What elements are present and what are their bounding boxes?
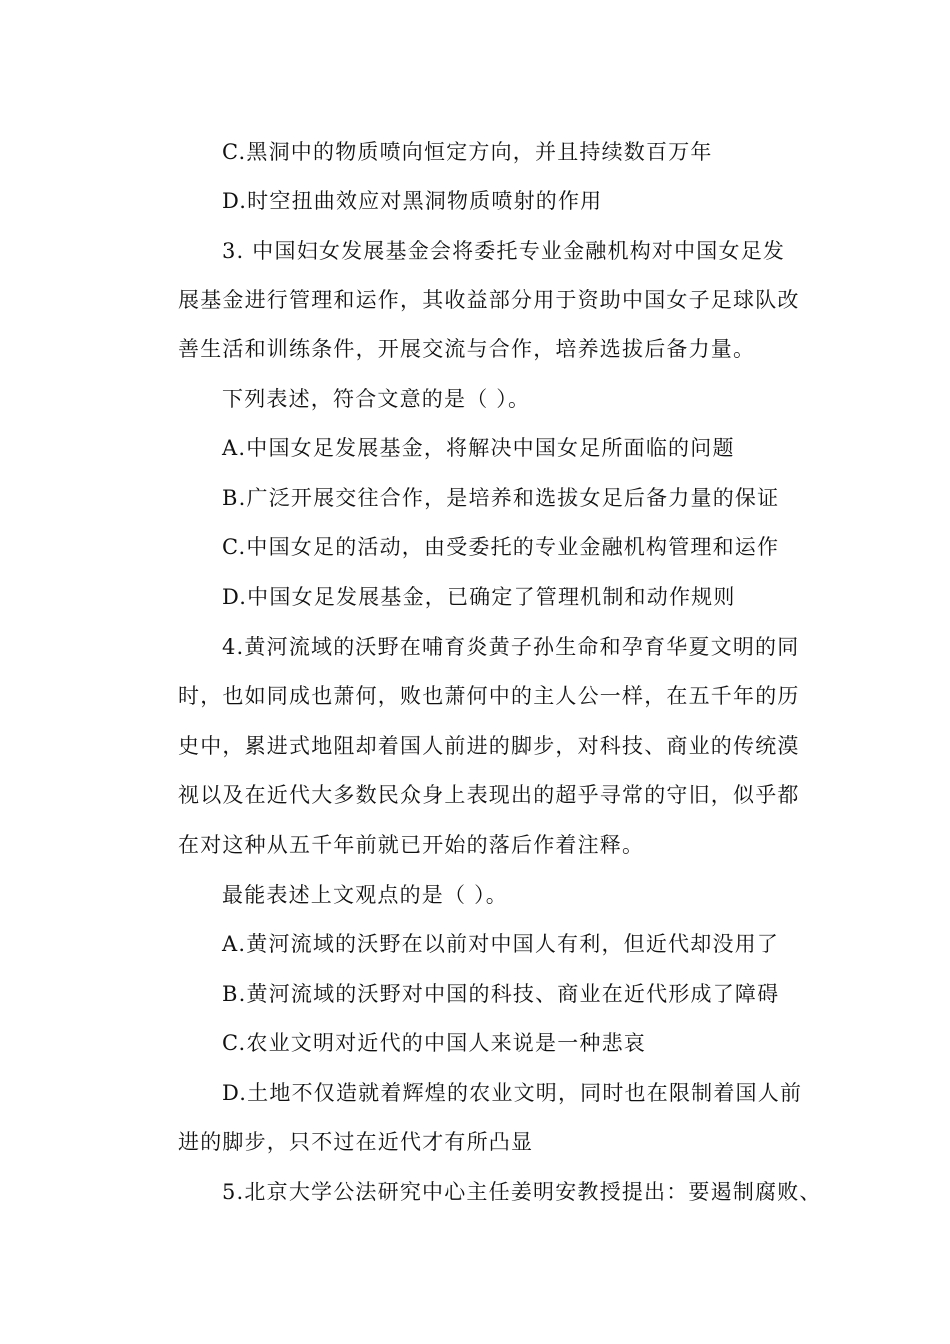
q3-prompt: 下列表述，符合文意的是（ ）。 [222, 387, 531, 411]
q4-option-d-line-1: D.土地不仅造就着辉煌的农业文明，同时也在限制着国人前 [222, 1081, 803, 1105]
q4-option-a: A.黄河流域的沃野在以前对中国人有利，但近代却没用了 [222, 932, 780, 956]
q4-prompt: 最能表述上文观点的是（ ）。 [222, 883, 508, 907]
q3-stem-line-2: 展基金进行管理和运作，其收益部分用于资助中国女子足球队改 [178, 288, 800, 312]
q3-stem-line-1: 3. 中国妇女发展基金会将委托专业金融机构对中国女足发 [222, 239, 786, 263]
q5-stem-line-1: 5.北京大学公法研究中心主任姜明安教授提出：要遏制腐败、 [222, 1180, 822, 1204]
q3-option-a: A.中国女足发展基金，将解决中国女足所面临的问题 [222, 436, 735, 460]
q3-option-d: D.中国女足发展基金，已确定了管理机制和动作规则 [222, 585, 736, 609]
q4-stem-line-4: 视以及在近代大多数民众身上表现出的超乎寻常的守旧，似乎都 [178, 783, 800, 807]
q3-option-c: C.中国女足的活动，由受委托的专业金融机构管理和运作 [222, 535, 780, 559]
q2-option-d: D.时空扭曲效应对黑洞物质喷射的作用 [222, 189, 603, 213]
q4-stem-line-5: 在对这种从五千年前就已开始的落后作着注释。 [178, 833, 645, 857]
q4-option-c: C.农业文明对近代的中国人来说是一种悲哀 [222, 1031, 646, 1055]
q4-stem-line-1: 4.黄河流域的沃野在哺育炎黄子孙生命和孕育华夏文明的同 [222, 635, 800, 659]
q4-option-d-line-2: 进的脚步，只不过在近代才有所凸显 [178, 1130, 534, 1154]
q4-stem-line-3: 史中，累进式地阻却着国人前进的脚步，对科技、商业的传统漠 [178, 734, 800, 758]
q2-option-c: C.黑洞中的物质喷向恒定方向，并且持续数百万年 [222, 140, 713, 164]
q3-stem-line-3: 善生活和训练条件，开展交流与合作，培养选拔后备力量。 [178, 337, 756, 361]
q3-option-b: B.广泛开展交往合作，是培养和选拔女足后备力量的保证 [222, 486, 780, 510]
q4-option-b: B.黄河流域的沃野对中国的科技、商业在近代形成了障碍 [222, 982, 780, 1006]
q4-stem-line-2: 时，也如同成也萧何，败也萧何中的主人公一样，在五千年的历 [178, 684, 800, 708]
